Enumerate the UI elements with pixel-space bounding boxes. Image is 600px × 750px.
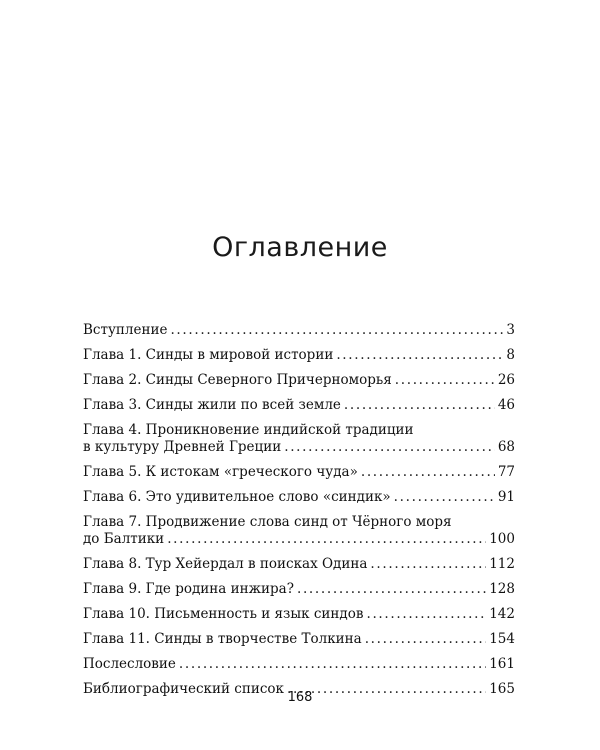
toc-entry-title: Глава 10. Письменность и язык синдов — [83, 606, 364, 622]
toc-entry-title: Глава 8. Тур Хейердал в поисках Одина — [83, 556, 368, 572]
toc-entry-page: 26 — [497, 372, 515, 388]
toc-entry-line — [83, 464, 515, 481]
dot-leader — [366, 606, 486, 623]
toc-entry-line — [83, 372, 515, 389]
toc-entry-page: 77 — [497, 464, 515, 480]
toc-entry-line — [83, 439, 515, 456]
toc-entry — [83, 322, 515, 339]
toc-entry-page: 91 — [497, 489, 515, 505]
page-title: Оглавление — [212, 232, 388, 263]
toc-entry — [83, 514, 515, 548]
dot-leader — [370, 556, 486, 573]
toc-entry-line — [83, 489, 515, 506]
toc-entry-page: 165 — [489, 681, 515, 697]
dot-leader — [284, 439, 495, 456]
toc-entry-line — [83, 656, 515, 673]
toc-entry-line — [83, 631, 515, 648]
page-number: 168 — [287, 690, 313, 705]
toc-entry-title: в культуру Древней Греции — [83, 439, 282, 455]
toc-entry-title: Глава 1. Синды в мировой истории — [83, 347, 334, 363]
toc-entry-title: Глава 5. К истокам «греческого чуда» — [83, 464, 358, 480]
toc-entry-title: до Балтики — [83, 531, 165, 547]
dot-leader — [167, 531, 486, 548]
toc-entry-line — [83, 581, 515, 598]
toc-entry — [83, 489, 515, 506]
toc-entry-title: Глава 11. Синды в творчестве Толкина — [83, 631, 362, 647]
toc-entry-line — [83, 397, 515, 414]
toc-entry — [83, 606, 515, 623]
toc-entry-page: 128 — [489, 581, 515, 597]
toc-entry-page: 161 — [489, 656, 515, 672]
toc-entry-page: 154 — [489, 631, 515, 647]
toc-entry-page: 142 — [489, 606, 515, 622]
toc-entry-title: Глава 3. Синды жили по всей земле — [83, 397, 341, 413]
toc-entry-line — [83, 322, 515, 339]
dot-leader — [170, 322, 503, 339]
toc-entry-title: Библиографический список — [83, 681, 284, 697]
toc-entry-title: Глава 4. Проникновение индийской традиции — [83, 422, 414, 438]
dot-leader — [365, 631, 487, 648]
toc-entry-page: 8 — [506, 347, 515, 363]
toc-entry — [83, 347, 515, 364]
toc-entry-page: 46 — [497, 397, 515, 413]
toc-entry-page: 112 — [489, 556, 515, 572]
toc-entry-page: 68 — [497, 439, 515, 455]
toc-entry-title: Вступление — [83, 322, 168, 338]
dot-leader — [395, 372, 495, 389]
toc-entry-line — [83, 531, 515, 548]
dot-leader — [179, 656, 486, 673]
toc-entry — [83, 631, 515, 648]
toc-entry-title: Глава 2. Синды Северного Причерноморья — [83, 372, 392, 388]
table-of-contents — [83, 322, 515, 706]
toc-entry-line — [83, 606, 515, 623]
toc-entry-title: Глава 9. Где родина инжира? — [83, 581, 294, 597]
toc-entry — [83, 464, 515, 481]
toc-entry-line — [83, 347, 515, 364]
dot-leader — [297, 581, 486, 598]
dot-leader — [336, 347, 503, 364]
toc-entry — [83, 556, 515, 573]
toc-entry-page: 100 — [489, 531, 515, 547]
toc-entry — [83, 397, 515, 414]
toc-entry-title: Послесловие — [83, 656, 176, 672]
dot-leader — [394, 489, 495, 506]
toc-entry-line — [83, 514, 515, 531]
toc-entry-page: 3 — [506, 322, 515, 338]
dot-leader — [344, 397, 495, 414]
toc-entry — [83, 581, 515, 598]
toc-entry — [83, 656, 515, 673]
toc-entry-line — [83, 556, 515, 573]
toc-entry-title: Глава 7. Продвижение слова синд от Чёрного моря — [83, 514, 452, 530]
toc-entry — [83, 422, 515, 456]
toc-entry-title: Глава 6. Это удивительное слово «синдик» — [83, 489, 391, 505]
toc-entry-line — [83, 422, 515, 439]
dot-leader — [361, 464, 495, 481]
toc-entry — [83, 372, 515, 389]
